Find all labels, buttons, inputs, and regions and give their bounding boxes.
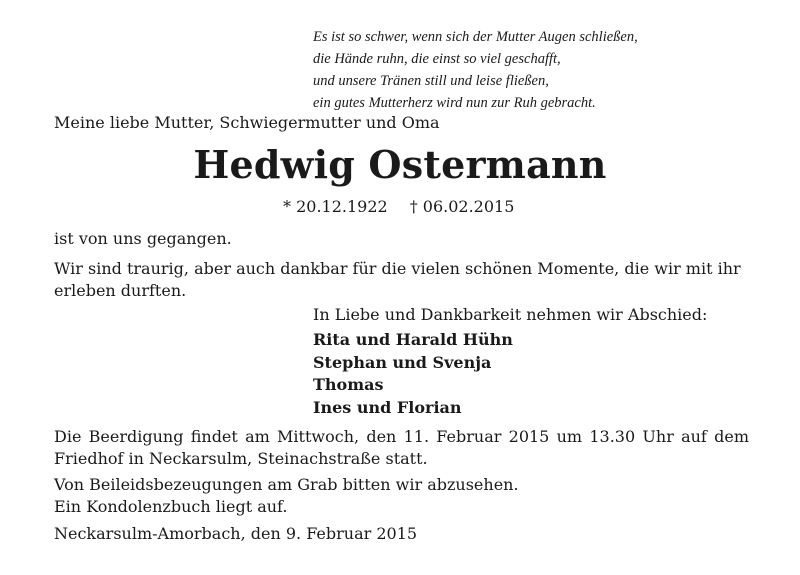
condolences-line: Ein Kondolenzbuch liegt auf. — [54, 497, 288, 516]
mourner-name: Thomas — [313, 375, 384, 394]
mourner-name: Rita und Harald Hühn — [313, 330, 513, 349]
life-dates — [283, 196, 583, 218]
mourner-name: Stephan und Svenja — [313, 352, 492, 372]
death-date: † 06.02.2015 — [409, 197, 515, 216]
funeral-info: Die Beerdigung findet am Mittwoch, den 11. Februar 2015 um 13.30 Uhr auf dem Friedhof in Neckarsulm, Steinachstraße statt. — [54, 427, 749, 468]
place-and-date: Neckarsulm-Amorbach, den 9. Februar 2015 — [54, 524, 418, 543]
deceased-name: Hedwig Ostermann — [193, 142, 607, 187]
farewell-line: In Liebe und Dankbarkeit nehmen wir Abschied: — [313, 305, 708, 324]
poem-line: Es ist so schwer, wenn sich der Mutter Augen schließen, — [313, 29, 638, 45]
poem-line: die Hände ruhn, die einst so viel geschafft, — [313, 51, 561, 67]
mourners-list — [313, 329, 753, 419]
poem-line: ein gutes Mutterherz wird nun zur Ruh gebracht. — [313, 95, 596, 111]
memorial-poem — [313, 26, 763, 114]
condolences-note — [54, 474, 749, 518]
birth-date: * 20.12.1922 — [283, 197, 388, 216]
intro-line: Meine liebe Mutter, Schwiegermutter und Oma — [54, 113, 440, 132]
passed-away-text: ist von uns gegangen. — [54, 229, 232, 248]
mourner-name: Ines und Florian — [313, 397, 462, 417]
family-message: Wir sind traurig, aber auch dankbar für die vielen schönen Momente, die wir mit ihr erleben durften. — [54, 259, 741, 300]
poem-line: und unsere Tränen still und leise fließen, — [313, 73, 549, 89]
condolences-line: Von Beileidsbezeugungen am Grab bitten wir abzusehen. — [54, 475, 519, 494]
